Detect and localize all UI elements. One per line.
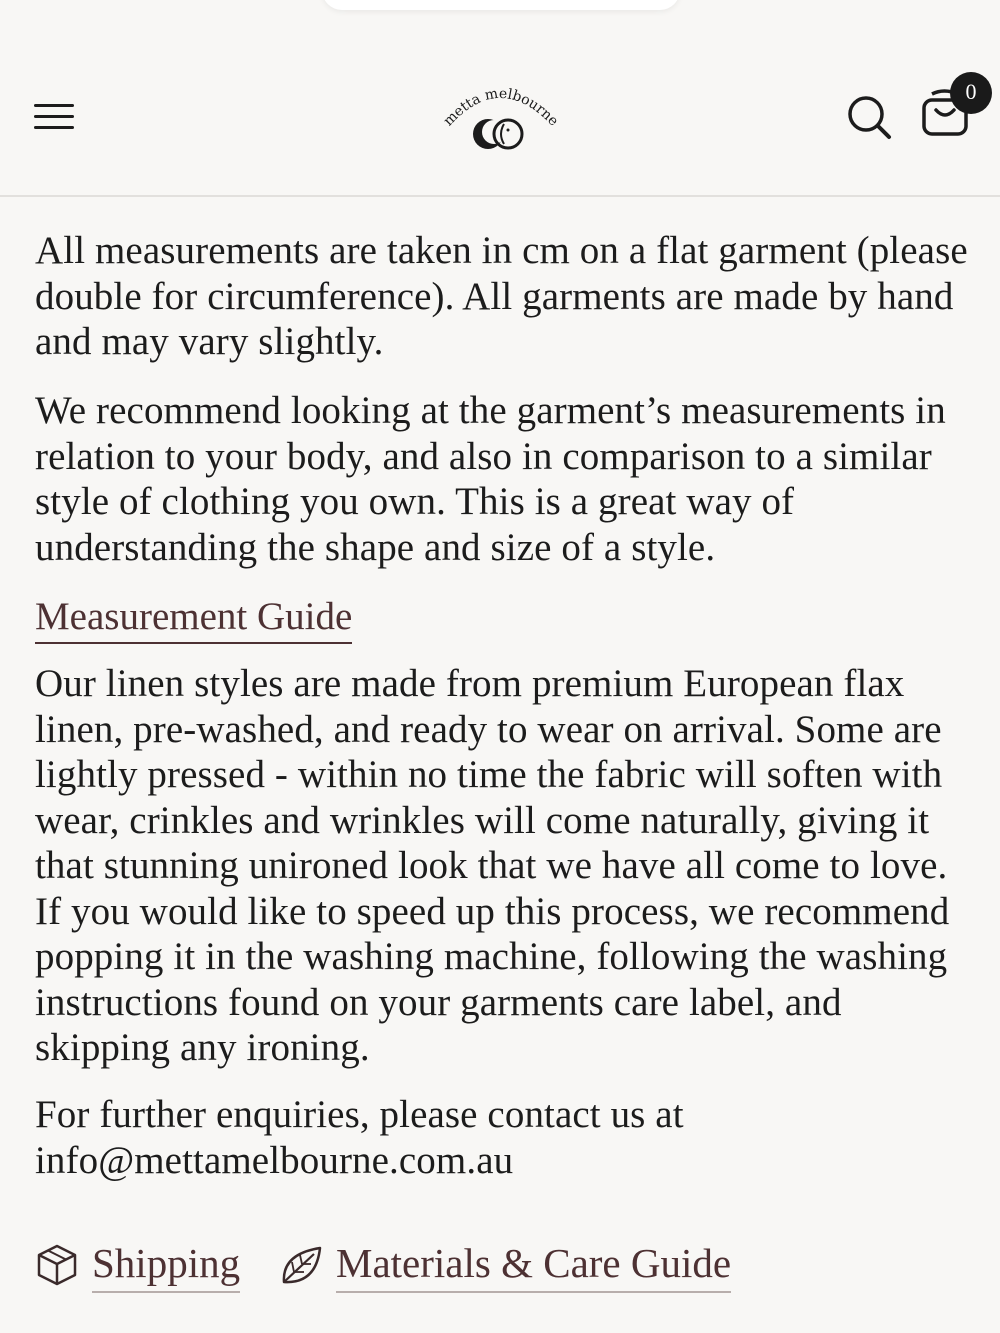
brand-logo[interactable]	[438, 78, 562, 158]
box-icon	[34, 1242, 80, 1288]
materials-care-guide-link[interactable]	[278, 1236, 734, 1294]
menu-icon-line	[34, 115, 74, 118]
menu-icon-line	[34, 104, 74, 107]
logo-text: metta melbourne	[440, 85, 562, 130]
menu-button[interactable]	[30, 96, 78, 138]
menu-icon-line	[34, 126, 74, 129]
materials-care-label: Materials & Care Guide	[336, 1236, 731, 1293]
search-icon	[842, 90, 898, 146]
fit-recommendation: We recommend looking at the garment’s measurements in relation to your body, and also in comparison to a similar style of clothing you own. This is a great way of understanding the shape and size of a style.	[35, 389, 946, 569]
measurement-guide-link[interactable]: Measurement Guide	[35, 592, 352, 644]
shipping-link[interactable]	[34, 1236, 244, 1294]
contact-enquiries: For further enquiries, please contact us at info@mettamelbourne.com.au	[35, 1093, 684, 1182]
measurement-note: All measurements are taken in cm on a flat garment (please double for circumference). All garments are made by hand and may vary slightly.	[35, 229, 968, 363]
site-header	[0, 0, 1000, 197]
cart-count-badge: 0	[950, 72, 992, 114]
shipping-label: Shipping	[92, 1236, 240, 1293]
leaf-icon	[278, 1242, 324, 1288]
linen-care-description: Our linen styles are made from premium European flax linen, pre-washed, and ready to wear on arrival. Some are lightly pressed - within no time the fabric will soften with wear, crinkles and wrinkles will come naturally, giving it that stunning unironed look that we have all come to love. If you would like to speed up this process, we recommend popping it in the washing machine, following the washing instructions found on your garments care label, and skipping any ironing.	[35, 662, 950, 1069]
logo-mark	[438, 78, 562, 158]
search-button[interactable]	[842, 90, 898, 146]
